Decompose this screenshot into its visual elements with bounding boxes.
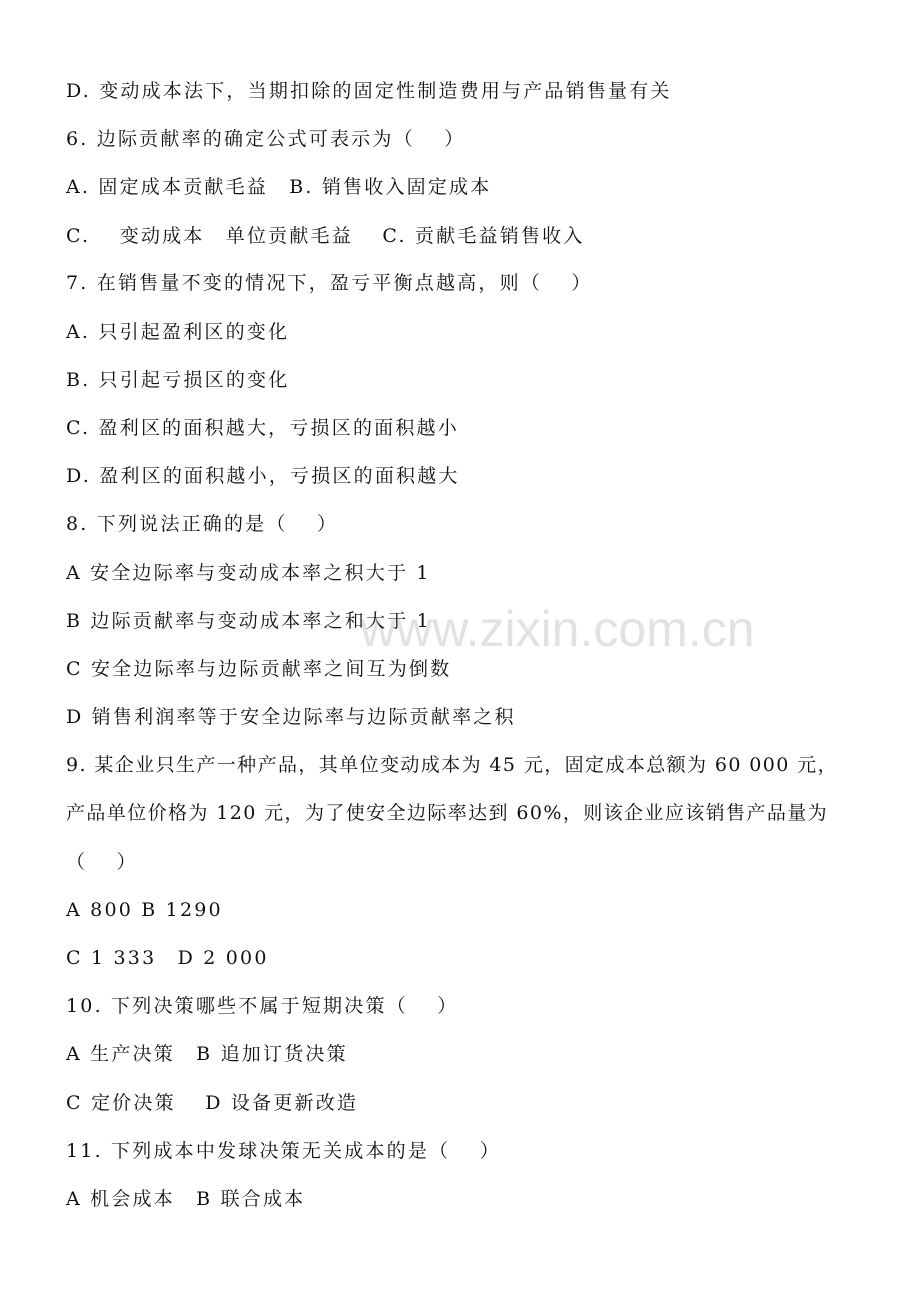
question-line: 9. 某企业只生产一种产品，其单位变动成本为 45 元，固定成本总额为 60 000 元，: [66, 754, 838, 776]
question-line: 10. 下列决策哪些不属于短期决策（ ）: [66, 995, 459, 1017]
option-line: C 安全边际率与边际贡献率之间互为倒数: [66, 658, 452, 680]
question-line: 产品单位价格为 120 元，为了使安全边际率达到 60%，则该企业应该销售产品量为: [66, 802, 829, 824]
question-line: 6. 边际贡献率的确定公式可表示为（ ）: [66, 128, 466, 150]
question-line: 11. 下列成本中发球决策无关成本的是（ ）: [66, 1140, 501, 1162]
question-line: 7. 在销售量不变的情况下，盈亏平衡点越高，则（ ）: [66, 272, 593, 294]
option-line: C 1 333 D 2 000: [66, 947, 269, 969]
watermark: www.zixin.com.cn: [360, 601, 755, 657]
option-line: A 800 B 1290: [66, 899, 223, 921]
question-line: （ ）: [66, 851, 138, 873]
option-line: D 销售利润率等于安全边际率与边际贡献率之积: [66, 706, 516, 728]
option-line: C. 变动成本 单位贡献毛益 C. 贡献毛益销售收入: [66, 225, 585, 247]
option-line: C 定价决策 D 设备更新改造: [66, 1092, 359, 1114]
option-line: A. 固定成本贡献毛益 B. 销售收入固定成本: [66, 176, 492, 198]
option-line: A 安全边际率与变动成本率之积大于 1: [66, 562, 431, 584]
option-line: A 生产决策 B 追加订货决策: [66, 1043, 348, 1065]
option-line: D. 变动成本法下，当期扣除的固定性制造费用与产品销售量有关: [66, 80, 672, 102]
option-line: B 边际贡献率与变动成本率之和大于 1: [66, 610, 431, 632]
option-line: D. 盈利区的面积越小，亏损区的面积越大: [66, 465, 460, 487]
option-line: A. 只引起盈利区的变化: [66, 321, 290, 343]
option-line: A 机会成本 B 联合成本: [66, 1188, 306, 1210]
question-line: 8. 下列说法正确的是（ ）: [66, 513, 339, 535]
option-line: C. 盈利区的面积越大，亏损区的面积越小: [66, 417, 459, 439]
option-line: B. 只引起亏损区的变化: [66, 369, 290, 391]
